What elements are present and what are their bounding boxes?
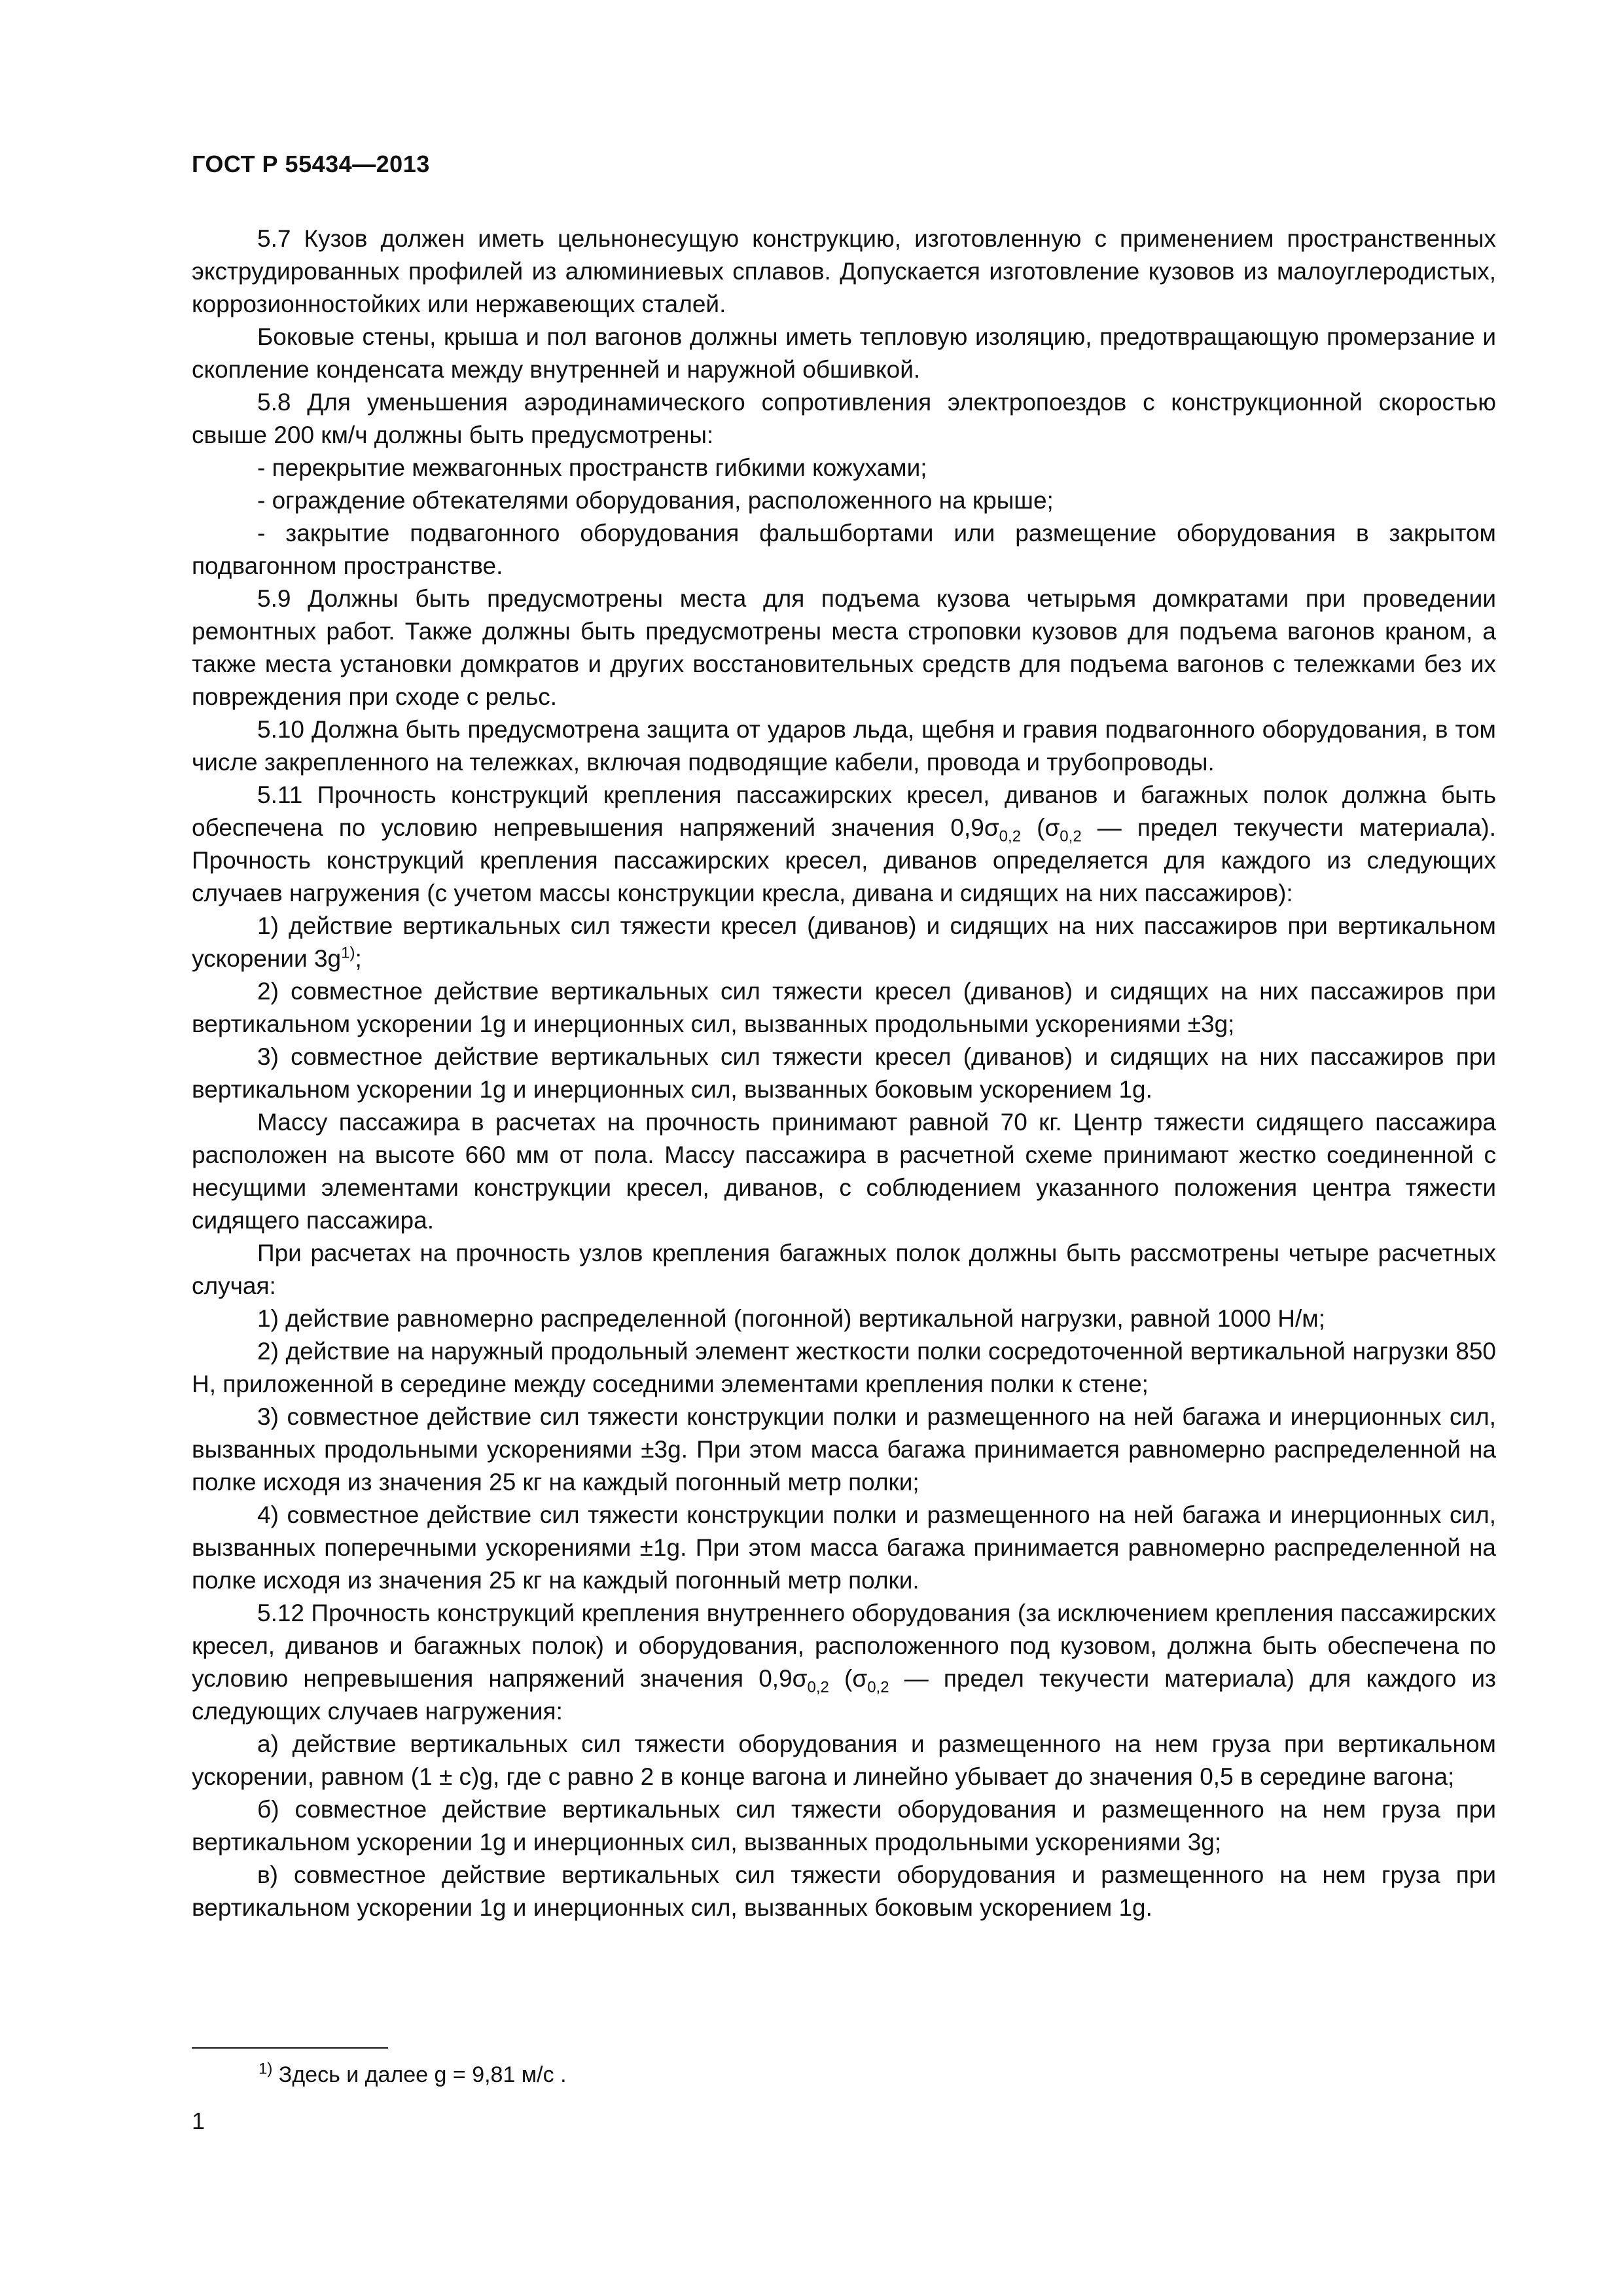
text-run: — предел текучести материала) для каждого из следующих случаев нагружения: [192, 1665, 1496, 1725]
list-item: - ограждение обтекателями оборудования, расположенного на крыше; [257, 487, 1054, 514]
list-item: 2) действие на наружный продольный элемент жесткости полки сосредоточенной вертикальной нагрузки 850 Н, приложенной в середине между соседними элементами крепления полки к стене; [192, 1338, 1496, 1397]
text-run: 5.12 Прочность конструкций крепления внутреннего оборудования (за исключением крепления пассажирских кресел, диванов и багажных полок) и оборудования, расположенного под кузовом, должна быть обеспечена по условию непревышения напряжений значения 0,9σ [192, 1600, 1496, 1692]
paragraph-5-7: 5.7 Кузов должен иметь цельнонесущую конструкцию, изготовленную с применением пространственных экструдированных профилей из алюминиевых сплавов. Допускается изготовление кузовов из малоуглеродистых, коррозионностойких или нержавеющих сталей. [192, 225, 1496, 317]
subscript: 0,2 [867, 1678, 889, 1696]
subscript: 0,2 [999, 827, 1022, 846]
text-run: 1) действие вертикальных сил тяжести кресел (диванов) и сидящих на них пассажиров при вертикальном ускорении 3g [192, 912, 1496, 972]
subscript: 0,2 [1060, 827, 1082, 846]
text-run: 5.11 Прочность конструкций крепления пассажирских кресел, диванов и багажных полок должна быть обеспечена по условию непревышения напряжений значения 0,9σ [192, 781, 1496, 841]
list-item: 1) действие равномерно распределенной (погонной) вертикальной нагрузки, равной 1000 Н/м; [257, 1305, 1326, 1332]
list-item: - закрытие подвагонного оборудования фальшбортами или размещение оборудования в закрытом подвагонном пространстве. [192, 520, 1496, 579]
paragraph-passenger-mass: Массу пассажира в расчетах на прочность принимают равной 70 кг. Центр тяжести сидящего пассажира расположен на высоте 660 мм от пола. Массу пассажира в расчетной схеме принимают жестко соединенной с несущими элементами конструкции кресел, диванов, с соблюдением указанного положения центра тяжести сидящего пассажира. [192, 1109, 1496, 1234]
text-run: — предел текучести материала). Прочность конструкций крепления пассажирских кресел, диванов определяется для каждого из следующих случаев нагружения (с учетом массы конструкции кресла, дивана и сидящих на них пассажиров): [192, 814, 1497, 906]
list-item: б) совместное действие вертикальных сил тяжести оборудования и размещенного на нем груза при вертикальном ускорении 1g и инерционных сил, вызванных продольными ускорениями 3g; [192, 1796, 1496, 1856]
list-item: 2) совместное действие вертикальных сил тяжести кресел (диванов) и сидящих на них пассажиров при вертикальном ускорении 1g и инерционных сил, вызванных продольными ускорениями ±3g; [192, 978, 1496, 1037]
paragraph-5-10: 5.10 Должна быть предусмотрена защита от ударов льда, щебня и гравия подвагонного оборудования, в том числе закрепленного на тележках, включая подводящие кабели, провода и трубопроводы. [192, 716, 1496, 776]
text-run: ; [355, 945, 362, 972]
footnote-text: Здесь и далее g = 9,81 м/с . [278, 2062, 567, 2087]
list-item [192, 910, 1496, 975]
page-number: 1 [192, 2108, 205, 2134]
footnote-divider [192, 2047, 388, 2049]
list-item: в) совместное действие вертикальных сил тяжести оборудования и размещенного на нем груза при вертикальном ускорении 1g и инерционных сил, вызванных боковым ускорением 1g. [192, 1861, 1496, 1921]
list-item: 3) совместное действие сил тяжести конструкции полки и размещенного на ней багажа и инерционных сил, вызванных продольными ускорениями ±3g. При этом масса багажа принимается равномерно распределенной на полке исходя из значения 25 кг на каждый погонный метр полки; [192, 1403, 1496, 1496]
list-item: 3) совместное действие вертикальных сил тяжести кресел (диванов) и сидящих на них пассажиров при вертикальном ускорении 1g и инерционных сил, вызванных боковым ускорением 1g. [192, 1043, 1496, 1103]
subscript: 0,2 [807, 1678, 829, 1696]
paragraph-5-8: 5.8 Для уменьшения аэродинамического сопротивления электропоездов с конструкционной скоростью свыше 200 км/ч должны быть предусмотрены: [192, 389, 1496, 448]
list-item: а) действие вертикальных сил тяжести оборудования и размещенного на нем груза при вертикальном ускорении, равном (1 ± c)g, где c равно 2 в конце вагона и линейно убывает до значения 0,5 в середине вагона; [192, 1731, 1496, 1790]
footnote [259, 2060, 567, 2089]
document-header: ГОСТ Р 55434—2013 [192, 151, 430, 177]
footnote-reference[interactable]: 1) [341, 944, 355, 962]
list-item: 4) совместное действие сил тяжести конструкции полки и размещенного на ней багажа и инерционных сил, вызванных поперечными ускорениями ±1g. При этом масса багажа принимается равномерно распределенной на полке исходя из значения 25 кг на каждый погонный метр полки. [192, 1501, 1496, 1594]
text-run: (σ [829, 1665, 868, 1692]
paragraph-5-9: 5.9 Должны быть предусмотрены места для подъема кузова четырьмя домкратами при проведении ремонтных работ. Также должны быть предусмотрены места строповки кузовов для подъема вагонов краном, а также места установки домкратов и других восстановительных средств для подъема вагонов с тележками без их повреждения при сходе с рельс. [192, 585, 1496, 710]
text-run: (σ [1021, 814, 1060, 841]
paragraph-shelves: При расчетах на прочность узлов крепления багажных полок должны быть рассмотрены четыре расчетных случая: [192, 1240, 1496, 1299]
footnote-marker: 1) [259, 2060, 273, 2078]
list-item: - перекрытие межвагонных пространств гибкими кожухами; [257, 454, 927, 481]
paragraph-5-11 [192, 779, 1496, 910]
document-body [192, 223, 1496, 1924]
paragraph-5-12 [192, 1597, 1496, 1728]
paragraph-insulation: Боковые стены, крыша и пол вагонов должны иметь тепловую изоляцию, предотвращающую промерзание и скопление конденсата между внутренней и наружной обшивкой. [192, 323, 1496, 383]
